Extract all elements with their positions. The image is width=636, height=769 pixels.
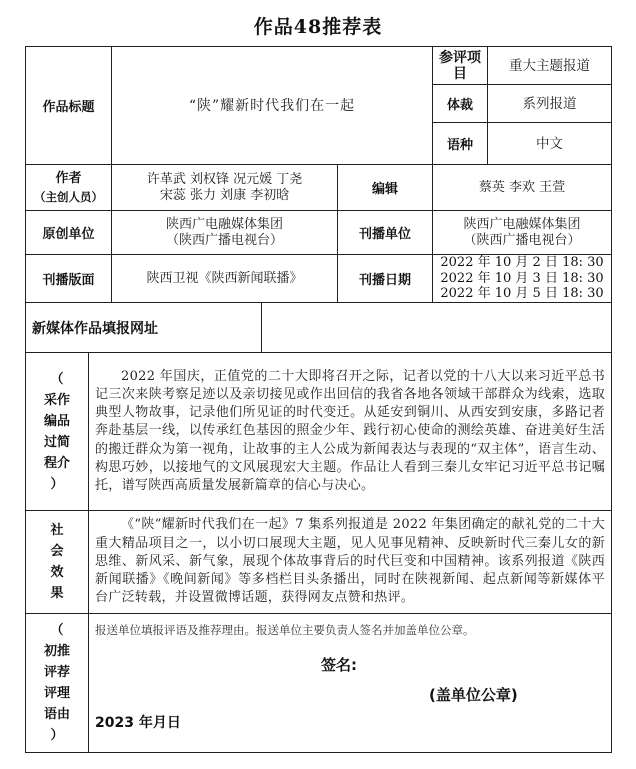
publisher-cell [433,211,612,255]
work-title-value: “陕”耀新时代我们在一起 [112,47,433,165]
process-label [26,353,89,511]
genre-value: 系列报道 [488,85,612,123]
recommendation-form [25,46,612,753]
seal-label: (盖单位公章) [429,686,518,704]
publisher-label: 刊播单位 [338,211,433,255]
recommend-date: 2023 年月日 [95,715,181,731]
recommend-label-char: 语由 [43,707,70,722]
effect-label [26,511,89,614]
recommend-note: 报送单位填报评语及推荐理由。报送单位主要负责人签名并加盖单位公章。 [95,623,475,637]
url-label: 新媒体作品填报网址 [26,303,262,353]
process-text: 2022 年国庆，正值党的二十大即将召开之际，记者以党的十八大以来习近平总书记三次来陕考察足迹以及亲切接见或作出回信的我省各地各领域干部群众为线索，选取典型人物故事，记录他们所见证的时代变迁。从延安到铜川、从西安到安康，多路记者奔赴基层一线，以传承红色基因的照金少年、践行初心使命的测绘英雄、奋进美好生活的搬迁群众为第一视角，让故事的主人公成为新闻表达与表现的“双主体”，语言生动、构思巧妙，以接地气的文风展现宏大主题。作品让人看到三秦儿女牢记习近平总书记嘱托，谱写陕西高质量发展新篇章的信心与决心。 [89,353,612,511]
effect-text: 《“陕”耀新时代我们在一起》7 集系列报道是 2022 年集团确定的献礼党的二十大重大精品项目之一，以小切口展现大主题，见人见事见精神、反映新时代三秦儿女的新思维、新风采、新气象，展现个体故事背后的时代巨变和中国精神。该系列报道《陕西新闻联播》《晚间新闻》等多档栏目头条播出，同时在陕视新闻、起点新闻等新媒体平台广泛转载，并设置微博话题，获得网友点赞和热评。 [89,511,612,614]
layout-label: 刊播版面 [26,255,112,303]
author-label: 作者 [55,170,82,186]
date-line-2: 2022 年 10 月 3 日 18: 30 [440,270,604,286]
process-label-char: 程介 [43,455,70,471]
language-value: 中文 [488,123,612,165]
date-line-1: 2022 年 10 月 2 日 18: 30 [440,255,604,271]
recommend-label-char: 评理 [43,686,70,701]
recommend-label-char: （ [50,623,64,638]
signature-label: 签名: [321,656,357,674]
publisher-line-2: （陕西广播电视台） [463,232,581,248]
genre-label: 体裁 [433,85,488,123]
process-label-char: （ [50,371,64,387]
effect-label-char: 果 [50,586,64,601]
date-line-3: 2022 年 10 月 5 日 18: 30 [440,286,604,302]
process-label-char: 采作 [43,392,70,408]
process-label-char: 编品 [43,413,70,429]
effect-label-char: 会 [50,544,64,559]
effect-label-char: 效 [50,565,64,580]
recommend-label-char: 初推 [43,644,70,659]
page-title: 作品48推荐表 [253,16,383,38]
publisher-line-1: 陕西广电融媒体集团 [463,216,581,232]
author-sublabel: （主创人员） [34,189,103,204]
editor-label: 编辑 [338,165,433,211]
recommend-label [26,614,89,753]
author-label-cell [26,165,112,211]
origin-line-2: （陕西广播电视台） [166,232,284,248]
language-label: 语种 [433,123,488,165]
date-label: 刊播日期 [338,255,433,303]
recommend-label-char: ） [50,728,64,743]
origin-cell [112,211,338,255]
dates-cell [433,255,612,303]
origin-label: 原创单位 [26,211,112,255]
origin-line-1: 陕西广电融媒体集团 [166,216,284,232]
recommend-label-char: 评荐 [43,665,70,680]
category-label: 参评项目 [433,47,488,85]
editors-value: 蔡英 李欢 王萱 [433,165,612,211]
layout-value: 陕西卫视《陕西新闻联播》 [112,255,338,303]
authors-cell [112,165,338,211]
effect-label-char: 社 [50,523,64,538]
process-label-char: 过简 [43,434,70,450]
category-value: 重大主题报道 [488,47,612,85]
url-value [262,303,612,353]
recommend-cell [89,614,612,753]
work-title-label: 作品标题 [26,47,112,165]
authors-line-2: 宋蕊 张力 刘康 李初晗 [159,187,290,203]
process-label-char: ） [50,476,64,492]
authors-line-1: 许革武 刘权锋 况元媛 丁尧 [146,171,303,187]
